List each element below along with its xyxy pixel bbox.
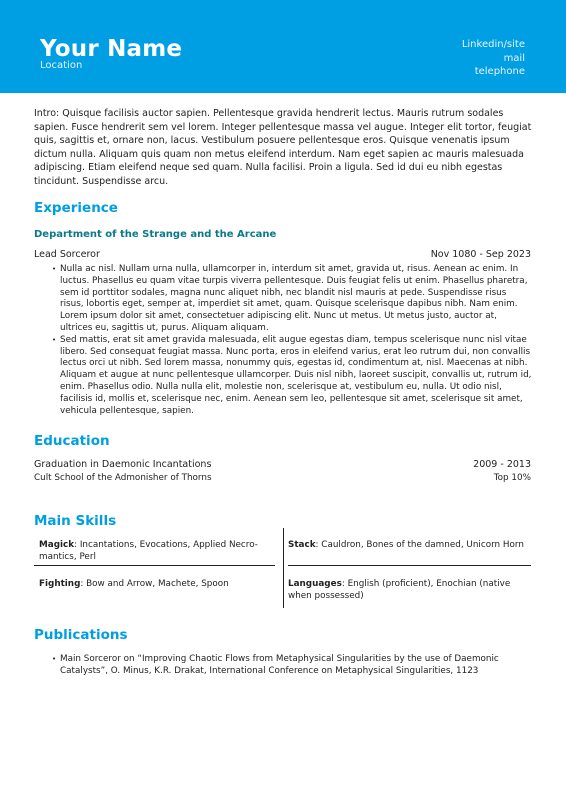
skill-languages (288, 579, 528, 603)
contact-telephone-link[interactable]: telephone (474, 66, 525, 77)
skill-text: : Bow and Arrow, Machete, Spoon (80, 579, 229, 589)
skill-fighting (39, 579, 279, 591)
resume-name: Your Name (40, 36, 183, 62)
skill-label: Stack (288, 540, 316, 550)
education-school: Cult School of the Admonisher of Thorns (34, 473, 212, 483)
contact-linkedin-link[interactable]: Linkedin/site (461, 39, 525, 50)
skills-divider-right (288, 565, 531, 566)
education-degree: Graduation in Daemonic Incantations (34, 459, 212, 470)
contact-mail-link[interactable]: mail (503, 52, 525, 64)
skill-stack (288, 540, 528, 552)
skill-text: : Incantations, Evocations, Applied Necro-mantics, Perl (39, 540, 258, 562)
publication-item: • Main Sorceror on “Improving Chaotic Flows from Metaphysical Singularities by the use of Daemonic Catalysts”, O. Minus, K.R. Drakat, International Conference on Metaphysical Singularities, 1123 (52, 654, 532, 678)
resume-location: Location (40, 60, 83, 71)
skill-text: : Cauldron, Bones of the damned, Unicorn Horn (315, 540, 524, 550)
experience-bullet: • Nulla ac nisl. Nullam urna nulla, ullamcorper in, interdum sit amet, gravida ut, risus. Aenean ac enim. In luctus. Phasellus eu quam vitae turpis viverra pellentesque. Duis feugiat felis ut enim. Phasellus pharetra, sem id porttitor sodales, magna nunc aliquet nibh, nec blandit nisl mauris at pede. Suspendisse risus risus, lobortis eget, semper at, imperdiet sit amet, quam. Quisque scelerisque dapibus nibh. Nam enim. Lorem ipsum dolor sit amet, consectetuer adipiscing elit. Nunc ut metus. Ut metus justo, auctor at, ultrices eu, sagittis ut, purus. Aliquam aliquam. (52, 264, 532, 335)
experience-dates: Nov 1080 - Sep 2023 (430, 249, 531, 260)
skills-divider-left (34, 565, 275, 566)
skills-divider-vertical (283, 528, 284, 608)
skills-heading: Main Skills (34, 513, 117, 529)
experience-role: Lead Sorceror (34, 249, 100, 260)
publications-heading: Publications (34, 627, 128, 643)
skill-label: Fighting (39, 579, 81, 589)
skill-label: Languages (288, 579, 342, 589)
skill-text: : English (proficient), Enochian (native when possessed) (288, 579, 511, 601)
header-banner (0, 0, 566, 93)
experience-heading: Experience (34, 200, 118, 216)
skill-label: Magick (39, 540, 75, 550)
experience-organization: Department of the Strange and the Arcane (34, 229, 277, 240)
education-heading: Education (34, 433, 110, 449)
skill-magick (39, 540, 279, 564)
experience-bullet: • Sed mattis, erat sit amet gravida malesuada, elit augue egestas diam, tempus scelerisque nunc nisl vitae libero. Sed consequat feugiat massa. Nunc porta, eros in eleifend varius, erat leo rutrum dui, non convallis lectus orci ut nibh. Sed lorem massa, nonummy quis, egestas id, condimentum at, nisl. Maecenas at nibh. Aliquam et augue at nunc pellentesque ullamcorper. Duis nisl nibh, laoreet suscipit, convallis ut, rutrum id, enim. Phasellus odio. Nulla nulla elit, molestie non, scelerisque at, vestibulum eu, nulla. Ut odio nisl, facilisis id, mollis et, scelerisque nec, enim. Aenean sem leo, pellentesque sit amet, scelerisque sit amet, vehicula pellentesque, sapien. (52, 335, 532, 418)
education-years: 2009 - 2013 (473, 459, 531, 470)
contact-list (462, 38, 525, 79)
skills-table (34, 534, 531, 608)
intro-paragraph: Intro: Quisque facilisis auctor sapien. Pellentesque gravida hendrerit lectus. Mauris rutrum sodales sapien. Fusce hendrerit sem vel lorem. Integer pellentesque massa vel augue. Integer elit tortor, feugiat quis, sagittis et, ornare non, lacus. Vestibulum posuere pellentesque eros. Quisque venenatis ipsum dictum nulla. Aliquam quis quam non metus eleifend interdum. Nam eget sapien ac mauris malesuada adipiscing. Etiam eleifend neque sed quam. Nulla facilisi. Proin a ligula. Sed id dui eu nibh egestas tincidunt. Suspendisse arcu. (34, 108, 532, 187)
education-rank: Top 10% (493, 473, 531, 483)
publications-list (52, 654, 532, 678)
experience-bullets (52, 264, 532, 417)
